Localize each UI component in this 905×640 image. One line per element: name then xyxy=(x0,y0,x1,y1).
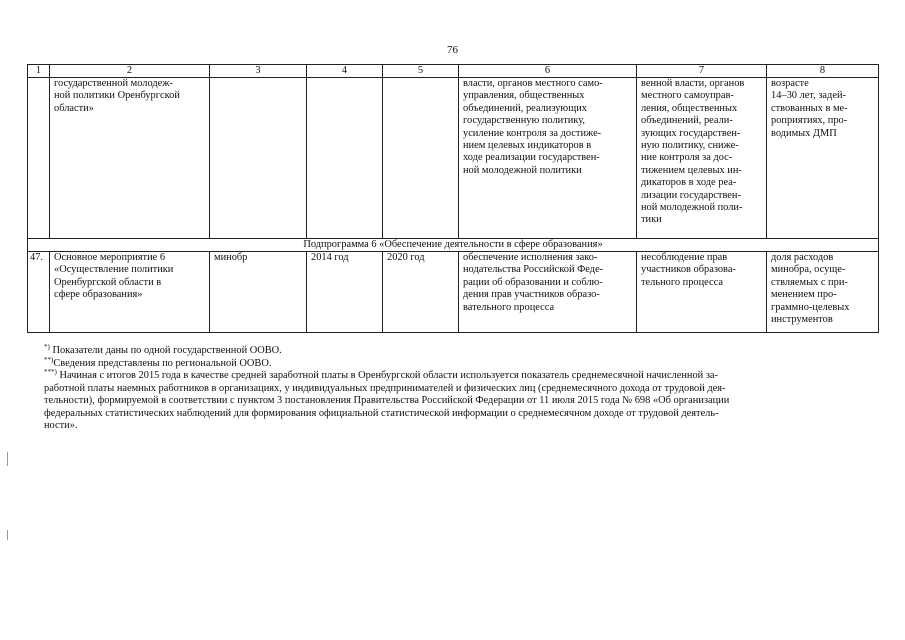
cell-line: ной молодежной поли- xyxy=(641,202,743,214)
footnote-line: работной платы наемных работников в организациях, у индивидуальных предпринимателей и физических лиц (среднемесячного дохода от трудовой дея- xyxy=(44,382,726,394)
scan-mark xyxy=(7,452,8,466)
end-cell: 2020 год xyxy=(383,252,459,333)
page-number: 76 xyxy=(447,44,458,56)
continuation-row xyxy=(28,78,879,239)
footnote-line: тельности), формируемой в соответствии с пунктом 3 постановления Правительства Российской Федерации от 11 июля 2015 года № 698 «Об организации xyxy=(44,395,730,406)
cell-line: тики xyxy=(641,214,662,226)
footnote-line: федеральных статистических наблюдений для формирования официальной статистической информации о среднемесячном доходе от трудовой деятель- xyxy=(44,407,719,419)
header-cell: 1 xyxy=(28,65,50,78)
expected-result-cell xyxy=(459,252,637,333)
cell-line: тижением целевых ин- xyxy=(641,164,742,176)
end-cell xyxy=(383,78,459,239)
table-row xyxy=(28,252,879,333)
cell-line: ной политики Оренбургской xyxy=(54,90,180,102)
cell-line: дения прав участников образо- xyxy=(463,289,600,301)
subprogram-row xyxy=(28,239,879,252)
footnote xyxy=(44,355,852,371)
cell-line: возрасте xyxy=(771,78,809,89)
subprogram-title: Подпрограмма 6 «Обеспечение деятельности в сфере образования» xyxy=(28,239,879,252)
cell-line: ствованных в ме- xyxy=(771,102,848,114)
cell-line: вательного процесса xyxy=(463,301,555,313)
footnote-mark: **) xyxy=(44,355,54,364)
cell-line: нием целевых индикаторов в xyxy=(463,140,592,152)
cell-line: ной молодежной политики xyxy=(463,164,582,176)
footnote-mark: ***) xyxy=(44,368,57,376)
cell-line: зующих государствен- xyxy=(641,127,741,139)
cell-line: области» xyxy=(54,102,94,114)
header-cell: 3 xyxy=(210,65,307,78)
header-cell: 2 xyxy=(50,65,210,78)
footnote-text: Сведения представлены по региональной ООВО. xyxy=(53,357,272,369)
measure-name-cell xyxy=(50,78,210,239)
footnotes xyxy=(44,345,852,433)
footnote xyxy=(44,345,852,358)
cell-line: ние контроля за дос- xyxy=(641,152,733,164)
cell-line: усиление контроля за достиже- xyxy=(463,127,602,139)
cell-line: водимых ДМП xyxy=(771,127,837,139)
cell-line: роприятиях, про- xyxy=(771,115,848,127)
consequences-cell xyxy=(637,252,767,333)
cell-line: сфере образования» xyxy=(54,289,143,301)
start-cell xyxy=(307,78,383,239)
cell-line: тельного процесса xyxy=(641,276,723,288)
cell-line: обеспечение исполнения зако- xyxy=(463,252,598,263)
header-cell: 4 xyxy=(307,65,383,78)
cell-line: Основное мероприятие 6 xyxy=(54,252,166,263)
expected-result-cell xyxy=(459,78,637,239)
cell-line: инструментов xyxy=(771,314,833,326)
cell-line: ствляемых с при- xyxy=(771,276,848,288)
cell-line: местного самоуправ- xyxy=(641,90,734,102)
cell-line: объединений, реали- xyxy=(641,115,733,127)
footnote-mark: *) xyxy=(44,343,50,351)
cell-line: государственную политику, xyxy=(463,115,585,127)
cell-line: доля расходов xyxy=(771,252,834,263)
header-row xyxy=(28,65,879,78)
measures-table xyxy=(27,64,879,333)
cell-line: ления, общественных xyxy=(641,102,738,114)
footnote xyxy=(44,370,852,383)
header-cell: 8 xyxy=(767,65,879,78)
start-cell: 2014 год xyxy=(307,252,383,333)
row-number-cell xyxy=(28,78,50,239)
cell-line: лизации государствен- xyxy=(641,189,741,201)
cell-line: венной власти, органов xyxy=(641,78,745,89)
consequences-cell xyxy=(637,78,767,239)
footnote-line: ности». xyxy=(44,420,78,431)
cell-line: власти, органов местного само- xyxy=(463,78,603,89)
row-number-cell: 47. xyxy=(28,252,50,333)
cell-line: дикаторов в ходе реа- xyxy=(641,177,737,189)
cell-line: государственной молодеж- xyxy=(54,78,173,89)
indicator-cell xyxy=(767,78,879,239)
executor-cell xyxy=(210,78,307,239)
footnote-text: Показатели даны по одной государственной ООВО. xyxy=(49,345,282,356)
cell-line: ную политику, сниже- xyxy=(641,140,739,152)
executor-cell: минобр xyxy=(210,252,307,333)
cell-line: нодательства Российской Феде- xyxy=(463,264,604,276)
header-cell: 7 xyxy=(637,65,767,78)
scan-mark xyxy=(7,530,8,540)
cell-line: объединений, реализующих xyxy=(463,102,587,114)
cell-line: граммно-целевых xyxy=(771,301,850,313)
header-cell: 5 xyxy=(383,65,459,78)
cell-line: управления, общественных xyxy=(463,90,585,102)
cell-line: минобра, осуще- xyxy=(771,264,846,276)
cell-line: ходе реализации государствен- xyxy=(463,152,600,164)
indicator-cell xyxy=(767,252,879,333)
cell-line: менением про- xyxy=(771,289,837,301)
cell-line: Оренбургской области в xyxy=(54,276,162,288)
cell-line: рации об образовании и соблю- xyxy=(463,276,603,288)
header-cell: 6 xyxy=(459,65,637,78)
measure-name-cell xyxy=(50,252,210,333)
cell-line: несоблюдение прав xyxy=(641,252,728,263)
footnote-text: Начиная с итогов 2015 года в качестве средней заработной платы в Оренбургской области используется показатель среднемесячной начисленной за- xyxy=(56,370,719,381)
cell-line: участников образова- xyxy=(641,264,736,276)
cell-line: 14–30 лет, задей- xyxy=(771,90,846,102)
cell-line: «Осуществление политики xyxy=(54,264,174,276)
